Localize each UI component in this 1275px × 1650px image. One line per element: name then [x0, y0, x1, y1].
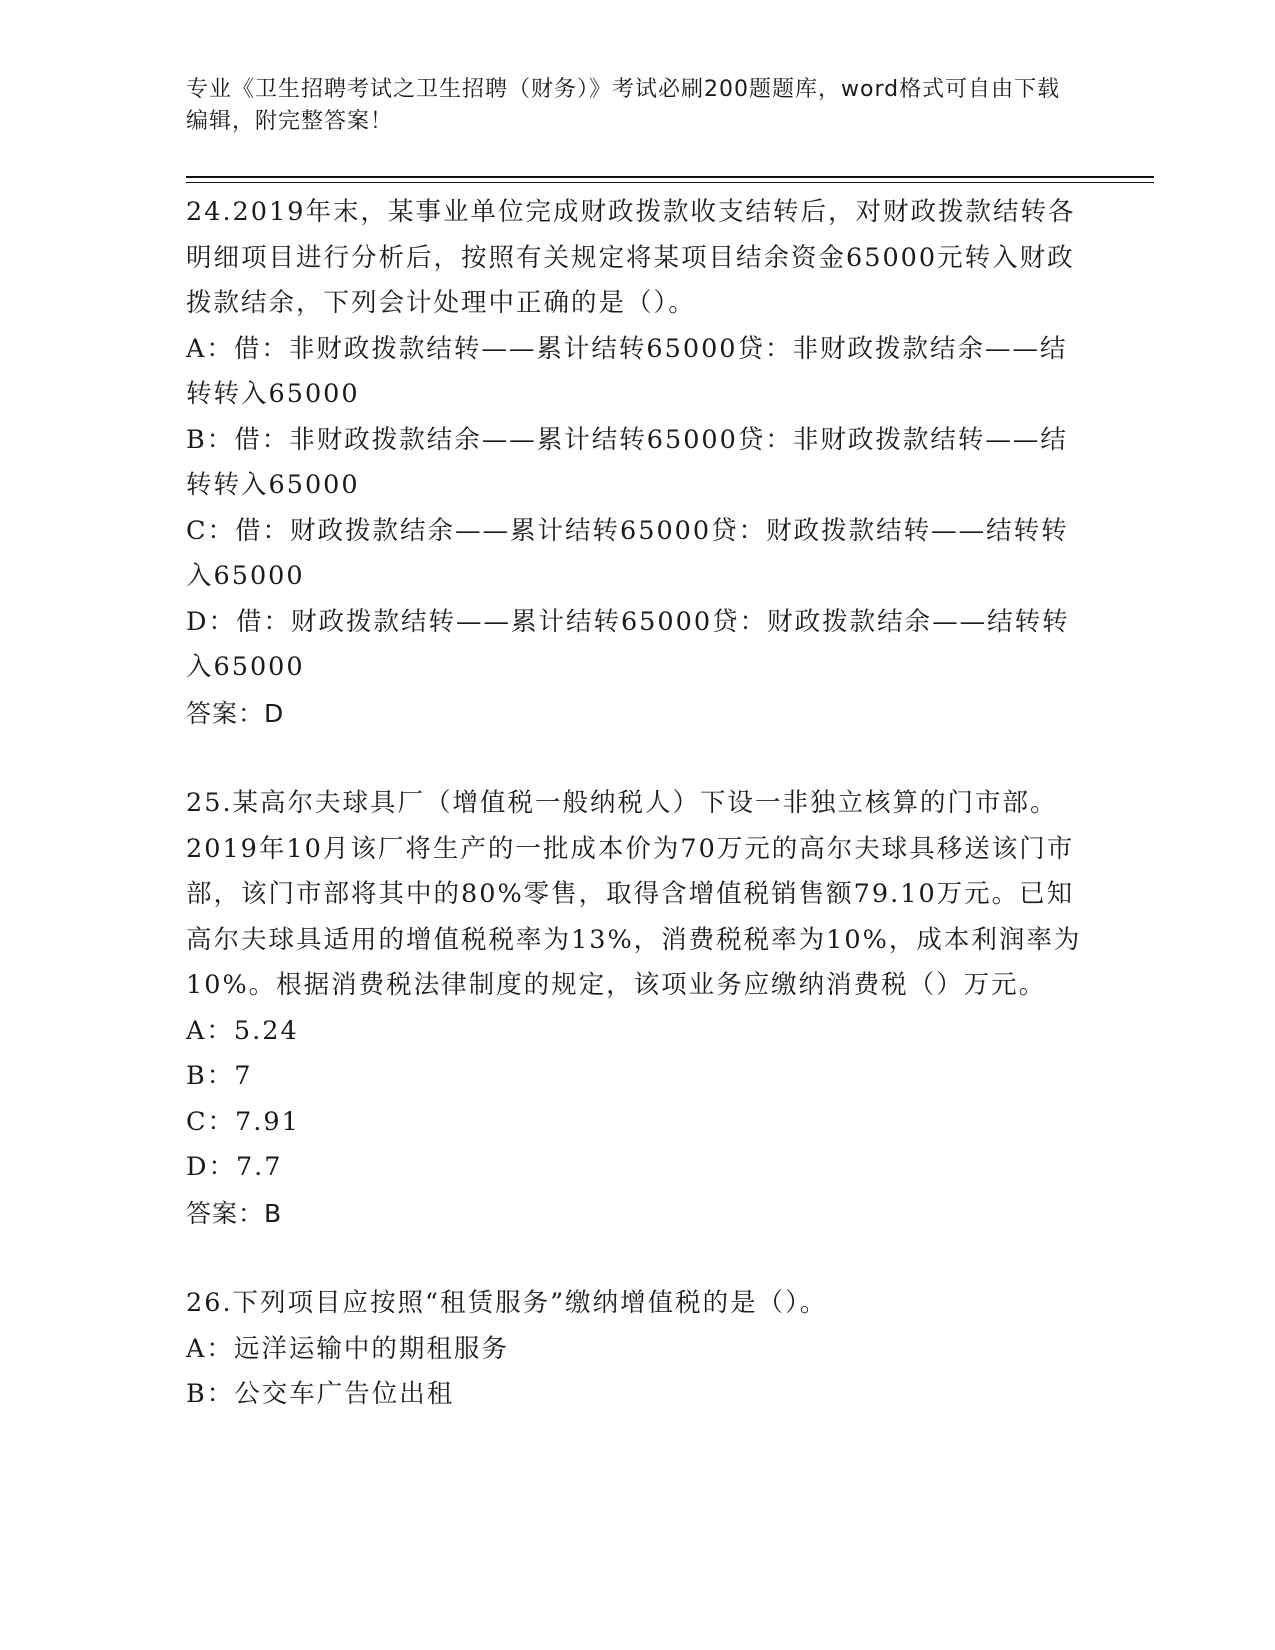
question-option: C：7.91: [186, 1106, 300, 1137]
question-option: D：7.7: [186, 1152, 283, 1182]
question-option: C：借：财政拨款结余——累计结转65000贷：财政拨款结转——结转转入65000: [186, 515, 1069, 591]
question-stem: 25.某高尔夫球具厂（增值税一般纳税人）下设一非独立核算的门市部。2019年10月该厂将生产的一批成本价为70万元的高尔夫球具移送该门市部，该门市部将其中的80%零售，取得含增值税销售额79.10万元。已知高尔夫球具适用的增值税税率为13%，消费税税率为10%，成本利润率为10%。根据消费税法律制度的规定，该项业务应缴纳消费税（）万元。: [186, 788, 1082, 1000]
question-spacer: [186, 736, 1086, 781]
question-option: A：远洋运输中的期租服务: [186, 1333, 509, 1364]
question-option: B：7: [186, 1061, 253, 1091]
question-stem: 24.2019年末，某事业单位完成财政拨款收支结转后，对财政拨款结转各明细项目进行分析后，按照有关规定将某项目结余资金65000元转入财政拨款结余，下列会计处理中正确的是（）。: [186, 197, 1076, 318]
question-option: A：借：非财政拨款结转——累计结转65000贷：非财政拨款结余——结转转入65000: [186, 333, 1068, 409]
document-header: 专业《卫生招聘考试之卫生招聘（财务）》考试必刷200题题库，word格式可自由下载编辑，附完整答案！: [186, 77, 1061, 134]
question-option: B：公交车广告位出租: [186, 1379, 455, 1409]
question-option: A：5.24: [186, 1015, 299, 1046]
question-answer: 答案：D: [186, 698, 285, 728]
question-stem: 26.下列项目应按照“租赁服务”缴纳增值税的是（）。: [186, 1288, 828, 1318]
header-rule-thin: [186, 182, 1154, 183]
question-spacer: [186, 1236, 1086, 1281]
question-option: B：借：非财政拨款结余——累计结转65000贷：非财政拨款结转——结转转入65000: [186, 424, 1068, 500]
header-rule-thick: [186, 176, 1154, 178]
question-answer: 答案：B: [186, 1198, 283, 1228]
question-option: D：借：财政拨款结转——累计结转65000贷：财政拨款结余——结转转入65000: [186, 606, 1070, 682]
question-list: [186, 190, 1086, 1418]
